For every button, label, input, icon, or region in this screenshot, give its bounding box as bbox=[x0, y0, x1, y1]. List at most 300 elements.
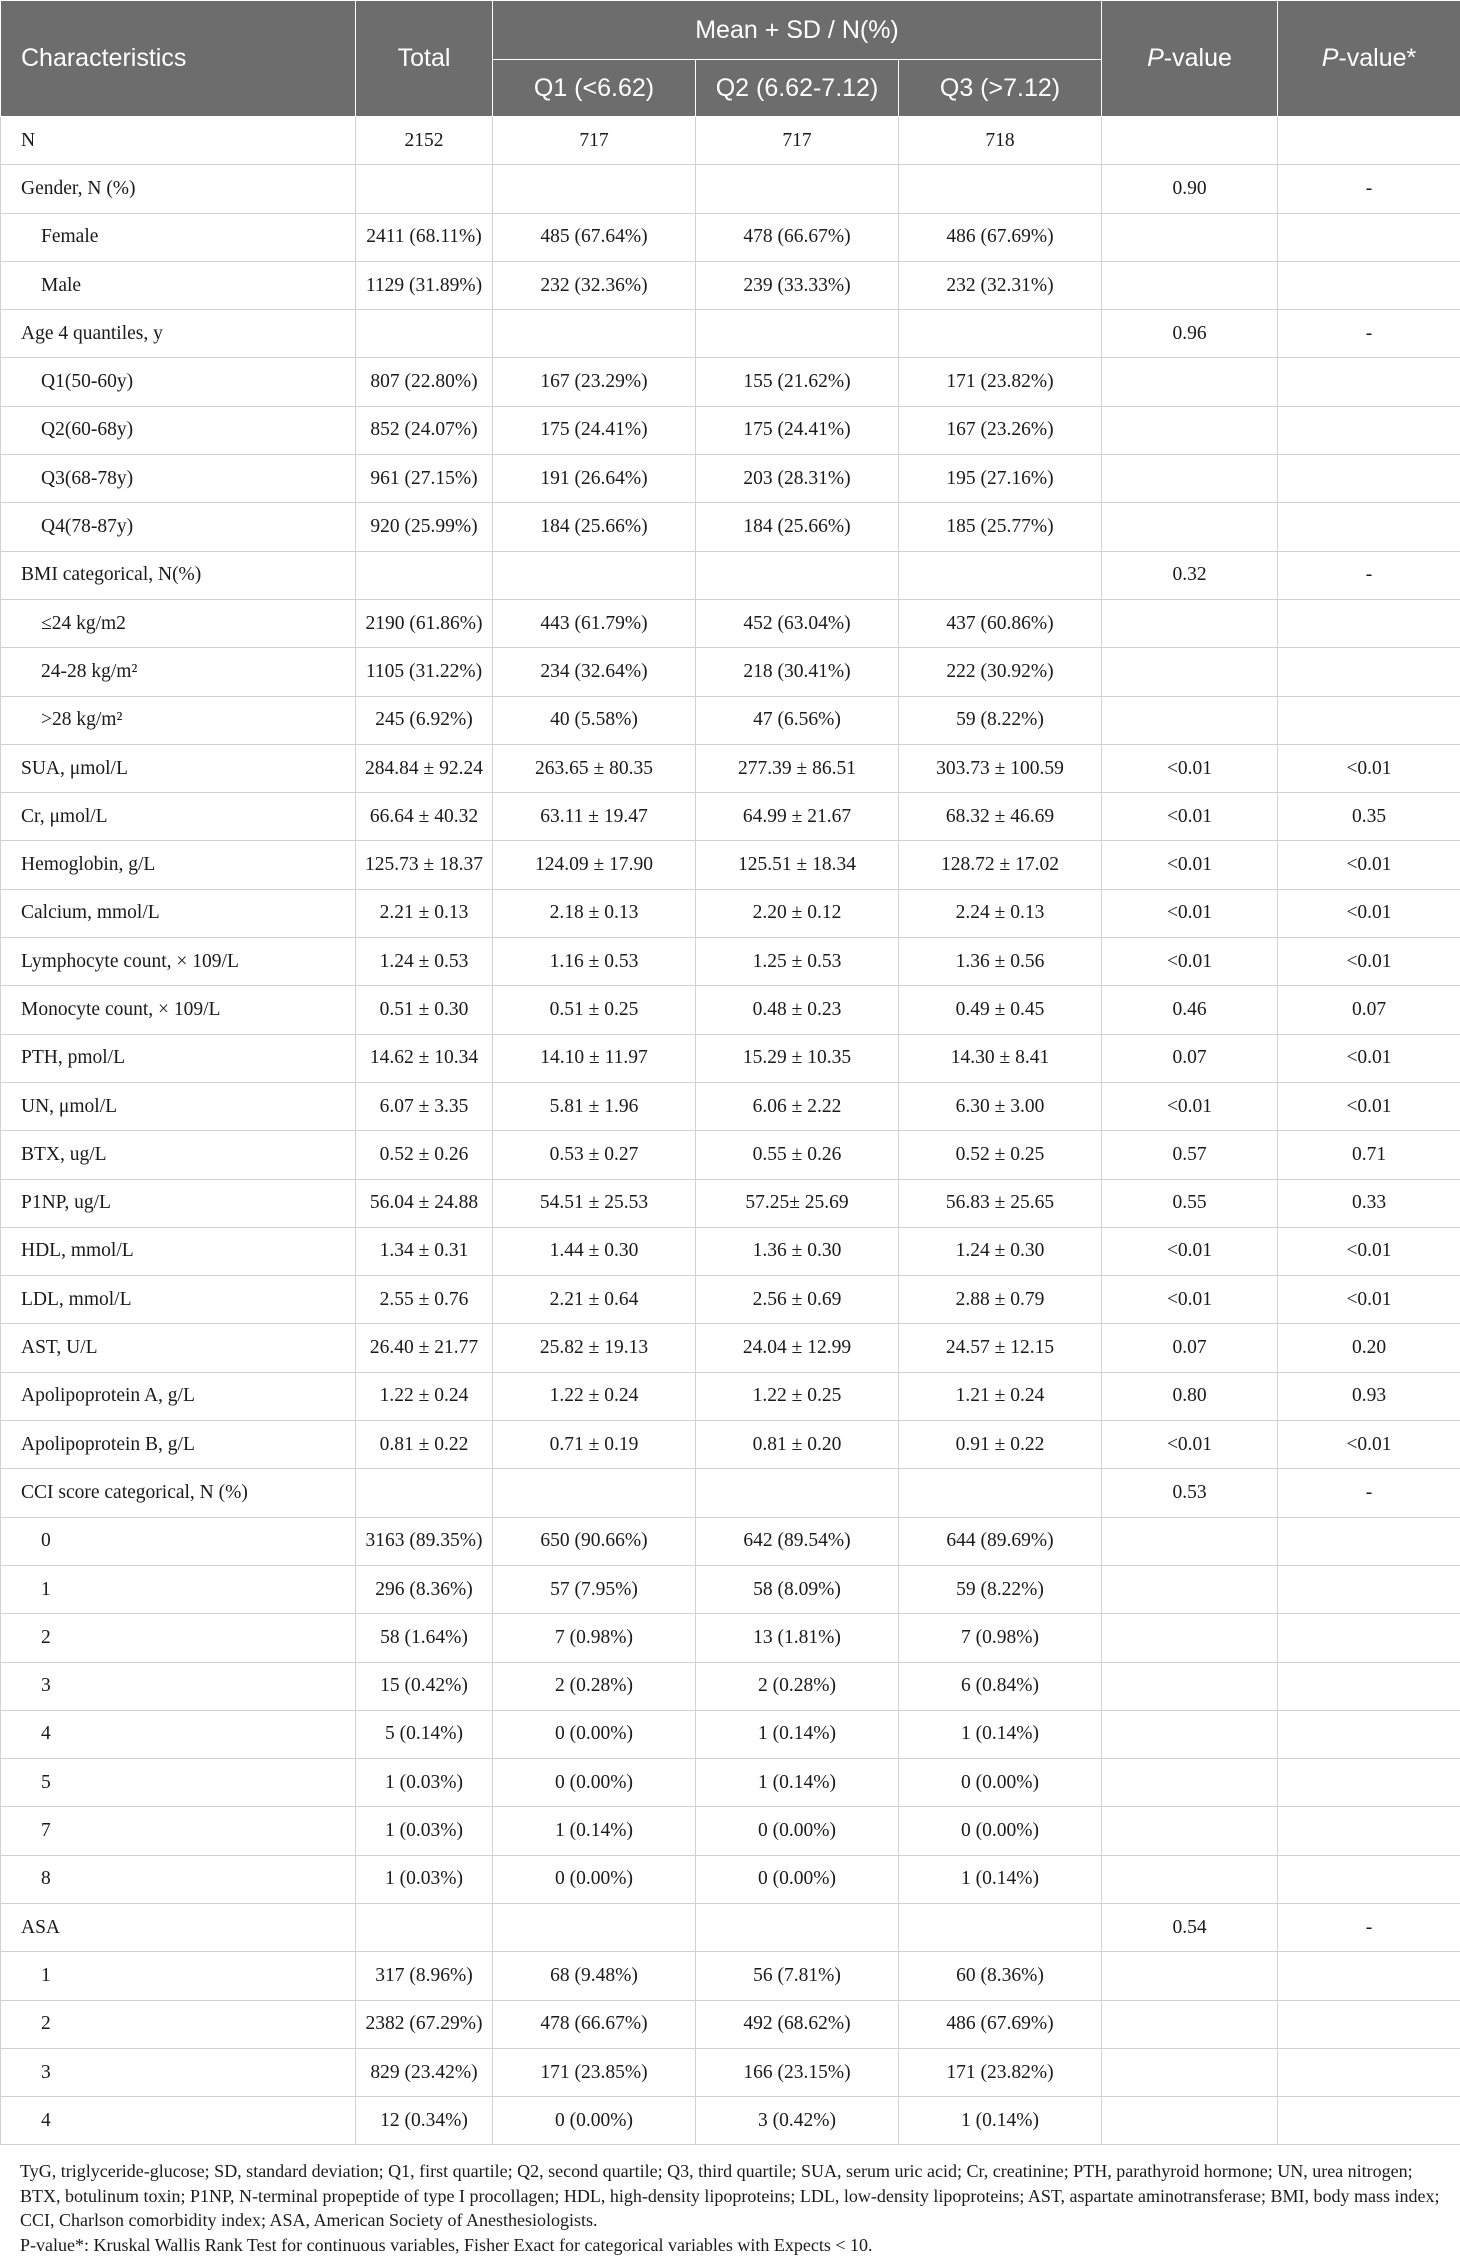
table-row bbox=[1, 117, 1460, 165]
cell-p-value-star bbox=[1278, 1759, 1460, 1807]
cell-q3: 1.36 ± 0.56 bbox=[899, 938, 1102, 986]
cell-p-value-star bbox=[1278, 406, 1460, 454]
row-label: 3 bbox=[1, 2048, 356, 2096]
cell-q3: 68.32 ± 46.69 bbox=[899, 793, 1102, 841]
cell-total: 66.64 ± 40.32 bbox=[356, 793, 493, 841]
cell-total bbox=[356, 551, 493, 599]
cell-q3: 486 (67.69%) bbox=[899, 213, 1102, 261]
cell-q2: 478 (66.67%) bbox=[696, 213, 899, 261]
cell-q3: 0.52 ± 0.25 bbox=[899, 1131, 1102, 1179]
cell-q2: 492 (68.62%) bbox=[696, 2000, 899, 2048]
cell-q3: 24.57 ± 12.15 bbox=[899, 1324, 1102, 1372]
cell-q2 bbox=[696, 165, 899, 213]
cell-q1: 650 (90.66%) bbox=[493, 1517, 696, 1565]
cell-p-value-star bbox=[1278, 648, 1460, 696]
cell-total bbox=[356, 310, 493, 358]
cell-p-value-star bbox=[1278, 1855, 1460, 1903]
cell-p-value: 0.55 bbox=[1102, 1179, 1278, 1227]
cell-p-value-star: - bbox=[1278, 310, 1460, 358]
table-row bbox=[1, 310, 1460, 358]
cell-p-value-star: <0.01 bbox=[1278, 1421, 1460, 1469]
cell-p-value-star: 0.07 bbox=[1278, 986, 1460, 1034]
header-q2: Q2 (6.62-7.12) bbox=[696, 60, 899, 117]
cell-total: 3163 (89.35%) bbox=[356, 1517, 493, 1565]
table-row bbox=[1, 841, 1460, 889]
cell-q2: 277.39 ± 86.51 bbox=[696, 744, 899, 792]
cell-total bbox=[356, 1469, 493, 1517]
cell-p-value-star: 0.35 bbox=[1278, 793, 1460, 841]
row-label: N bbox=[1, 117, 356, 165]
cell-p-value-star bbox=[1278, 1710, 1460, 1758]
table-row bbox=[1, 1179, 1460, 1227]
cell-total: 2411 (68.11%) bbox=[356, 213, 493, 261]
row-label: Q1(50-60y) bbox=[1, 358, 356, 406]
table-row bbox=[1, 1565, 1460, 1613]
cell-q2: 166 (23.15%) bbox=[696, 2048, 899, 2096]
table-row bbox=[1, 1614, 1460, 1662]
row-label: BTX, ug/L bbox=[1, 1131, 356, 1179]
table-row bbox=[1, 2097, 1460, 2145]
header-pstar-italic: P bbox=[1322, 44, 1339, 72]
cell-q3 bbox=[899, 1903, 1102, 1951]
row-label: 1 bbox=[1, 1952, 356, 2000]
cell-q2: 13 (1.81%) bbox=[696, 1614, 899, 1662]
cell-q2: 0 (0.00%) bbox=[696, 1807, 899, 1855]
cell-q3: 1 (0.14%) bbox=[899, 1710, 1102, 1758]
table-row bbox=[1, 1855, 1460, 1903]
cell-q2: 184 (25.66%) bbox=[696, 503, 899, 551]
row-label: 8 bbox=[1, 1855, 356, 1903]
row-label: >28 kg/m² bbox=[1, 696, 356, 744]
cell-q2: 3 (0.42%) bbox=[696, 2097, 899, 2145]
cell-total: 2.55 ± 0.76 bbox=[356, 1276, 493, 1324]
row-label: 2 bbox=[1, 1614, 356, 1662]
cell-total: 245 (6.92%) bbox=[356, 696, 493, 744]
cell-q1: 5.81 ± 1.96 bbox=[493, 1082, 696, 1130]
table-row bbox=[1, 358, 1460, 406]
cell-q2: 175 (24.41%) bbox=[696, 406, 899, 454]
row-label: Cr, μmol/L bbox=[1, 793, 356, 841]
cell-p-value-star bbox=[1278, 599, 1460, 647]
cell-q1: 63.11 ± 19.47 bbox=[493, 793, 696, 841]
cell-p-value bbox=[1102, 1662, 1278, 1710]
cell-total bbox=[356, 165, 493, 213]
row-label: Q3(68-78y) bbox=[1, 455, 356, 503]
cell-p-value-star bbox=[1278, 1952, 1460, 2000]
row-label: BMI categorical, N(%) bbox=[1, 551, 356, 599]
table-row bbox=[1, 261, 1460, 309]
row-label: Age 4 quantiles, y bbox=[1, 310, 356, 358]
row-label: P1NP, ug/L bbox=[1, 1179, 356, 1227]
cell-q2: 218 (30.41%) bbox=[696, 648, 899, 696]
table-footnotes bbox=[0, 2145, 1460, 2257]
cell-q1: 1.22 ± 0.24 bbox=[493, 1372, 696, 1420]
cell-q2: 58 (8.09%) bbox=[696, 1565, 899, 1613]
cell-total: 0.81 ± 0.22 bbox=[356, 1421, 493, 1469]
row-label: Q4(78-87y) bbox=[1, 503, 356, 551]
cell-total: 56.04 ± 24.88 bbox=[356, 1179, 493, 1227]
cell-p-value: 0.07 bbox=[1102, 1034, 1278, 1082]
table-row bbox=[1, 793, 1460, 841]
cell-p-value-star: 0.33 bbox=[1278, 1179, 1460, 1227]
cell-p-value: <0.01 bbox=[1102, 1276, 1278, 1324]
cell-p-value-star: <0.01 bbox=[1278, 938, 1460, 986]
cell-total: 1129 (31.89%) bbox=[356, 261, 493, 309]
table-row bbox=[1, 938, 1460, 986]
cell-p-value: 0.90 bbox=[1102, 165, 1278, 213]
cell-total bbox=[356, 1903, 493, 1951]
cell-q2: 2 (0.28%) bbox=[696, 1662, 899, 1710]
table-row bbox=[1, 406, 1460, 454]
table-row bbox=[1, 455, 1460, 503]
cell-q1: 0 (0.00%) bbox=[493, 1710, 696, 1758]
cell-p-value: <0.01 bbox=[1102, 793, 1278, 841]
cell-q1: 0 (0.00%) bbox=[493, 1855, 696, 1903]
cell-p-value: 0.54 bbox=[1102, 1903, 1278, 1951]
cell-p-value bbox=[1102, 261, 1278, 309]
table-row bbox=[1, 165, 1460, 213]
cell-q1: 124.09 ± 17.90 bbox=[493, 841, 696, 889]
cell-q2: 57.25± 25.69 bbox=[696, 1179, 899, 1227]
cell-q3: 222 (30.92%) bbox=[899, 648, 1102, 696]
cell-q2: 239 (33.33%) bbox=[696, 261, 899, 309]
cell-total: 1105 (31.22%) bbox=[356, 648, 493, 696]
cell-q2: 15.29 ± 10.35 bbox=[696, 1034, 899, 1082]
cell-q2: 24.04 ± 12.99 bbox=[696, 1324, 899, 1372]
cell-q3: 7 (0.98%) bbox=[899, 1614, 1102, 1662]
cell-q1: 0.53 ± 0.27 bbox=[493, 1131, 696, 1179]
cell-p-value-star bbox=[1278, 1807, 1460, 1855]
cell-q1: 14.10 ± 11.97 bbox=[493, 1034, 696, 1082]
cell-total: 1 (0.03%) bbox=[356, 1807, 493, 1855]
cell-q3 bbox=[899, 165, 1102, 213]
cell-total: 807 (22.80%) bbox=[356, 358, 493, 406]
cell-q1: 234 (32.64%) bbox=[493, 648, 696, 696]
cell-q2: 717 bbox=[696, 117, 899, 165]
cell-q2: 155 (21.62%) bbox=[696, 358, 899, 406]
cell-total: 1 (0.03%) bbox=[356, 1855, 493, 1903]
cell-p-value-star bbox=[1278, 2097, 1460, 2145]
cell-p-value-star: <0.01 bbox=[1278, 744, 1460, 792]
cell-q1: 184 (25.66%) bbox=[493, 503, 696, 551]
cell-p-value-star: <0.01 bbox=[1278, 841, 1460, 889]
table-row bbox=[1, 648, 1460, 696]
cell-q2: 64.99 ± 21.67 bbox=[696, 793, 899, 841]
cell-q1: 478 (66.67%) bbox=[493, 2000, 696, 2048]
cell-p-value bbox=[1102, 1614, 1278, 1662]
table-row bbox=[1, 986, 1460, 1034]
cell-q3: 6 (0.84%) bbox=[899, 1662, 1102, 1710]
cell-q3: 0.49 ± 0.45 bbox=[899, 986, 1102, 1034]
row-label: AST, U/L bbox=[1, 1324, 356, 1372]
cell-total: 0.52 ± 0.26 bbox=[356, 1131, 493, 1179]
cell-p-value-star bbox=[1278, 2000, 1460, 2048]
cell-total: 284.84 ± 92.24 bbox=[356, 744, 493, 792]
footnote-abbreviations: TyG, triglyceride-glucose; SD, standard deviation; Q1, first quartile; Q2, second quartile; Q3, third quartile; SUA, serum uric acid; Cr, creatinine; PTH, parathyroid hormone; UN, urea nitrogen; BTX, botulinum toxin; P1NP, N-terminal propeptide of type I procollagen; HDL, high-density lipoproteins; LDL, low-density lipoproteins; AST, aspartate aminotransferase; BMI, body mass index; CCI, Charlson comorbidity index; ASA, American Society of Anesthesiologists. bbox=[20, 2159, 1446, 2233]
cell-p-value: <0.01 bbox=[1102, 1227, 1278, 1275]
cell-p-value: <0.01 bbox=[1102, 1421, 1278, 1469]
row-label: Apolipoprotein A, g/L bbox=[1, 1372, 356, 1420]
cell-q1: 1 (0.14%) bbox=[493, 1807, 696, 1855]
cell-p-value-star: - bbox=[1278, 165, 1460, 213]
cell-total: 14.62 ± 10.34 bbox=[356, 1034, 493, 1082]
row-label: CCI score categorical, N (%) bbox=[1, 1469, 356, 1517]
table-header bbox=[1, 1, 1460, 117]
cell-q1 bbox=[493, 1903, 696, 1951]
cell-q1: 443 (61.79%) bbox=[493, 599, 696, 647]
cell-q1: 232 (32.36%) bbox=[493, 261, 696, 309]
cell-q2: 56 (7.81%) bbox=[696, 1952, 899, 2000]
cell-q1: 25.82 ± 19.13 bbox=[493, 1324, 696, 1372]
cell-q3: 1.21 ± 0.24 bbox=[899, 1372, 1102, 1420]
table-row bbox=[1, 1903, 1460, 1951]
cell-p-value-star bbox=[1278, 261, 1460, 309]
cell-total: 1.22 ± 0.24 bbox=[356, 1372, 493, 1420]
cell-q2: 203 (28.31%) bbox=[696, 455, 899, 503]
cell-p-value-star: 0.20 bbox=[1278, 1324, 1460, 1372]
cell-q1: 57 (7.95%) bbox=[493, 1565, 696, 1613]
table-row bbox=[1, 1227, 1460, 1275]
table-row bbox=[1, 744, 1460, 792]
table-row bbox=[1, 1517, 1460, 1565]
table-row bbox=[1, 1276, 1460, 1324]
cell-q2: 0.48 ± 0.23 bbox=[696, 986, 899, 1034]
cell-total: 829 (23.42%) bbox=[356, 2048, 493, 2096]
row-label: 24-28 kg/m² bbox=[1, 648, 356, 696]
cell-q3: 232 (32.31%) bbox=[899, 261, 1102, 309]
cell-q1: 54.51 ± 25.53 bbox=[493, 1179, 696, 1227]
row-label: Lymphocyte count, × 109/L bbox=[1, 938, 356, 986]
cell-p-value bbox=[1102, 1759, 1278, 1807]
cell-p-value-star bbox=[1278, 696, 1460, 744]
row-label: Male bbox=[1, 261, 356, 309]
cell-q2: 2.20 ± 0.12 bbox=[696, 889, 899, 937]
row-label: Monocyte count, × 109/L bbox=[1, 986, 356, 1034]
table-row bbox=[1, 1710, 1460, 1758]
cell-q3: 1 (0.14%) bbox=[899, 2097, 1102, 2145]
cell-p-value: 0.46 bbox=[1102, 986, 1278, 1034]
cell-q2: 642 (89.54%) bbox=[696, 1517, 899, 1565]
cell-q3: 6.30 ± 3.00 bbox=[899, 1082, 1102, 1130]
header-q1: Q1 (<6.62) bbox=[493, 60, 696, 117]
cell-q2: 452 (63.04%) bbox=[696, 599, 899, 647]
header-p-italic: P bbox=[1147, 44, 1164, 72]
cell-p-value bbox=[1102, 2097, 1278, 2145]
row-label: 7 bbox=[1, 1807, 356, 1855]
cell-q2: 6.06 ± 2.22 bbox=[696, 1082, 899, 1130]
row-label: ≤24 kg/m2 bbox=[1, 599, 356, 647]
cell-total: 6.07 ± 3.35 bbox=[356, 1082, 493, 1130]
cell-total: 2190 (61.86%) bbox=[356, 599, 493, 647]
cell-q3: 167 (23.26%) bbox=[899, 406, 1102, 454]
table-row bbox=[1, 1034, 1460, 1082]
row-label: 1 bbox=[1, 1565, 356, 1613]
cell-p-value bbox=[1102, 1855, 1278, 1903]
cell-q3: 1 (0.14%) bbox=[899, 1855, 1102, 1903]
cell-q1: 0.51 ± 0.25 bbox=[493, 986, 696, 1034]
cell-q1: 7 (0.98%) bbox=[493, 1614, 696, 1662]
cell-q1 bbox=[493, 1469, 696, 1517]
header-p-value bbox=[1102, 1, 1278, 117]
cell-p-value bbox=[1102, 1565, 1278, 1613]
table-row bbox=[1, 503, 1460, 551]
cell-total: 1 (0.03%) bbox=[356, 1759, 493, 1807]
cell-q3: 303.73 ± 100.59 bbox=[899, 744, 1102, 792]
cell-total: 296 (8.36%) bbox=[356, 1565, 493, 1613]
table-row bbox=[1, 1662, 1460, 1710]
cell-q3: 0.91 ± 0.22 bbox=[899, 1421, 1102, 1469]
cell-q3: 644 (89.69%) bbox=[899, 1517, 1102, 1565]
cell-q1: 1.16 ± 0.53 bbox=[493, 938, 696, 986]
cell-q1: 0.71 ± 0.19 bbox=[493, 1421, 696, 1469]
cell-p-value-star bbox=[1278, 2048, 1460, 2096]
cell-p-value: <0.01 bbox=[1102, 841, 1278, 889]
table-row bbox=[1, 696, 1460, 744]
cell-q1 bbox=[493, 310, 696, 358]
table-row bbox=[1, 1324, 1460, 1372]
cell-q1: 2 (0.28%) bbox=[493, 1662, 696, 1710]
table-row bbox=[1, 1469, 1460, 1517]
table-row bbox=[1, 1131, 1460, 1179]
cell-p-value bbox=[1102, 2000, 1278, 2048]
cell-p-value bbox=[1102, 648, 1278, 696]
cell-q2: 1.22 ± 0.25 bbox=[696, 1372, 899, 1420]
cell-q1: 2.21 ± 0.64 bbox=[493, 1276, 696, 1324]
cell-p-value: <0.01 bbox=[1102, 744, 1278, 792]
cell-q2: 1.36 ± 0.30 bbox=[696, 1227, 899, 1275]
cell-q3: 195 (27.16%) bbox=[899, 455, 1102, 503]
cell-q2: 1 (0.14%) bbox=[696, 1710, 899, 1758]
cell-p-value bbox=[1102, 117, 1278, 165]
cell-q3: 0 (0.00%) bbox=[899, 1807, 1102, 1855]
table-row bbox=[1, 1372, 1460, 1420]
cell-p-value: 0.53 bbox=[1102, 1469, 1278, 1517]
footnote-pvalue: P-value*: Kruskal Wallis Rank Test for continuous variables, Fisher Exact for categorical variables with Expects < 10. bbox=[20, 2233, 1446, 2257]
cell-p-value-star: <0.01 bbox=[1278, 1082, 1460, 1130]
cell-p-value bbox=[1102, 1517, 1278, 1565]
cell-p-value-star bbox=[1278, 1662, 1460, 1710]
cell-q1: 2.18 ± 0.13 bbox=[493, 889, 696, 937]
cell-p-value-star bbox=[1278, 503, 1460, 551]
cell-q1: 1.44 ± 0.30 bbox=[493, 1227, 696, 1275]
cell-p-value-star bbox=[1278, 358, 1460, 406]
cell-q1: 175 (24.41%) bbox=[493, 406, 696, 454]
cell-p-value: 0.57 bbox=[1102, 1131, 1278, 1179]
table-row bbox=[1, 1421, 1460, 1469]
cell-p-value bbox=[1102, 503, 1278, 551]
cell-p-value-star bbox=[1278, 1517, 1460, 1565]
cell-total: 317 (8.96%) bbox=[356, 1952, 493, 2000]
row-label: Hemoglobin, g/L bbox=[1, 841, 356, 889]
cell-q3: 171 (23.82%) bbox=[899, 358, 1102, 406]
row-label: LDL, mmol/L bbox=[1, 1276, 356, 1324]
cell-q3: 718 bbox=[899, 117, 1102, 165]
cell-p-value bbox=[1102, 599, 1278, 647]
cell-q3: 185 (25.77%) bbox=[899, 503, 1102, 551]
row-label: Q2(60-68y) bbox=[1, 406, 356, 454]
cell-q3: 60 (8.36%) bbox=[899, 1952, 1102, 2000]
cell-p-value-star bbox=[1278, 117, 1460, 165]
cell-q1: 717 bbox=[493, 117, 696, 165]
cell-total: 2152 bbox=[356, 117, 493, 165]
table-row bbox=[1, 1807, 1460, 1855]
cell-q1: 263.65 ± 80.35 bbox=[493, 744, 696, 792]
table-row bbox=[1, 2000, 1460, 2048]
cell-total: 26.40 ± 21.77 bbox=[356, 1324, 493, 1372]
cell-p-value: 0.80 bbox=[1102, 1372, 1278, 1420]
cell-q3: 2.88 ± 0.79 bbox=[899, 1276, 1102, 1324]
cell-total: 15 (0.42%) bbox=[356, 1662, 493, 1710]
cell-q3 bbox=[899, 310, 1102, 358]
header-pstar-rest: -value* bbox=[1338, 44, 1416, 72]
cell-q2: 1.25 ± 0.53 bbox=[696, 938, 899, 986]
cell-p-value-star bbox=[1278, 1614, 1460, 1662]
cell-q2 bbox=[696, 1469, 899, 1517]
cell-q2 bbox=[696, 310, 899, 358]
cell-q1: 171 (23.85%) bbox=[493, 2048, 696, 2096]
row-label: Female bbox=[1, 213, 356, 261]
header-total: Total bbox=[356, 1, 493, 117]
cell-p-value-star: <0.01 bbox=[1278, 1034, 1460, 1082]
cell-total: 5 (0.14%) bbox=[356, 1710, 493, 1758]
cell-q1 bbox=[493, 551, 696, 599]
cell-q2: 47 (6.56%) bbox=[696, 696, 899, 744]
cell-p-value-star: - bbox=[1278, 1469, 1460, 1517]
cell-total: 961 (27.15%) bbox=[356, 455, 493, 503]
row-label: Apolipoprotein B, g/L bbox=[1, 1421, 356, 1469]
row-label: 5 bbox=[1, 1759, 356, 1807]
cell-q3: 437 (60.86%) bbox=[899, 599, 1102, 647]
cell-q1: 0 (0.00%) bbox=[493, 2097, 696, 2145]
row-label: PTH, pmol/L bbox=[1, 1034, 356, 1082]
row-label: 4 bbox=[1, 1710, 356, 1758]
header-characteristics: Characteristics bbox=[1, 1, 356, 117]
cell-q1: 68 (9.48%) bbox=[493, 1952, 696, 2000]
cell-p-value-star bbox=[1278, 455, 1460, 503]
table-row bbox=[1, 599, 1460, 647]
table-row bbox=[1, 1082, 1460, 1130]
cell-q2: 1 (0.14%) bbox=[696, 1759, 899, 1807]
cell-p-value-star: 0.71 bbox=[1278, 1131, 1460, 1179]
cell-p-value bbox=[1102, 358, 1278, 406]
cell-total: 0.51 ± 0.30 bbox=[356, 986, 493, 1034]
header-q3: Q3 (>7.12) bbox=[899, 60, 1102, 117]
cell-p-value-star: <0.01 bbox=[1278, 889, 1460, 937]
cell-p-value bbox=[1102, 213, 1278, 261]
row-label: HDL, mmol/L bbox=[1, 1227, 356, 1275]
cell-q3: 0 (0.00%) bbox=[899, 1759, 1102, 1807]
header-p-value-star bbox=[1278, 1, 1460, 117]
cell-q1: 191 (26.64%) bbox=[493, 455, 696, 503]
cell-q2: 0.55 ± 0.26 bbox=[696, 1131, 899, 1179]
cell-q3: 171 (23.82%) bbox=[899, 2048, 1102, 2096]
table-body bbox=[1, 117, 1460, 2145]
table-row bbox=[1, 2048, 1460, 2096]
cell-p-value bbox=[1102, 455, 1278, 503]
cell-p-value bbox=[1102, 2048, 1278, 2096]
cell-q3: 1.24 ± 0.30 bbox=[899, 1227, 1102, 1275]
cell-total: 852 (24.07%) bbox=[356, 406, 493, 454]
cell-p-value: <0.01 bbox=[1102, 889, 1278, 937]
cell-total: 2.21 ± 0.13 bbox=[356, 889, 493, 937]
cell-q3: 59 (8.22%) bbox=[899, 1565, 1102, 1613]
cell-q3: 56.83 ± 25.65 bbox=[899, 1179, 1102, 1227]
header-group-title: Mean + SD / N(%) bbox=[493, 1, 1102, 60]
row-label: SUA, μmol/L bbox=[1, 744, 356, 792]
cell-total: 12 (0.34%) bbox=[356, 2097, 493, 2145]
cell-total: 125.73 ± 18.37 bbox=[356, 841, 493, 889]
cell-q2: 2.56 ± 0.69 bbox=[696, 1276, 899, 1324]
